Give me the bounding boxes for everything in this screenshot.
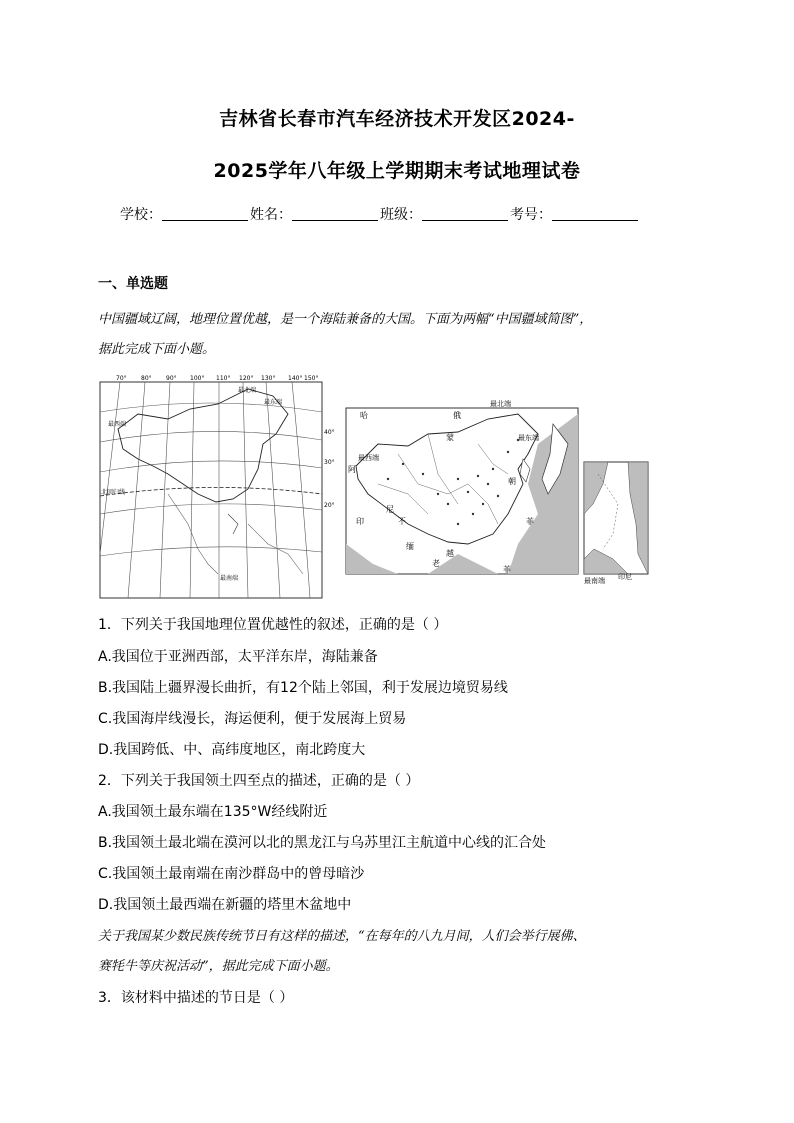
- map2-label-ni: 尼: [386, 505, 394, 514]
- map2-label-fei2: 菲: [503, 565, 511, 574]
- section-heading-single-choice: 一、单选题: [98, 276, 168, 292]
- map3-label-south: 最南端: [584, 577, 605, 585]
- exam-title-line1: 吉林省长春市汽车经济技术开发区2024-: [219, 108, 575, 130]
- intro1-line2: 据此完成下面小题。: [98, 342, 216, 357]
- q2-option-b[interactable]: B.我国领土最北端在漠河以北的黑龙江与乌苏里江主航道中心线的汇合处: [98, 835, 547, 851]
- q1-stem: 1．下列关于我国地理位置优越性的叙述，正确的是（ ）: [98, 617, 448, 633]
- number-label: 考号：: [510, 207, 552, 223]
- q1-option-c[interactable]: C.我国海岸线漫长，海运便利，便于发展海上贸易: [98, 711, 407, 727]
- map1-label-north: 最北端: [238, 387, 257, 394]
- map1-lon-130: 130°: [261, 375, 276, 382]
- q1-option-b[interactable]: B.我国陆上疆界漫长曲折，有12个陆上邻国，利于发展边境贸易线: [98, 680, 508, 696]
- intro1-line1: 中国疆域辽阔，地理位置优越，是一个海陆兼备的大国。下面为两幅“中国疆域简图”，: [98, 312, 593, 327]
- q2-option-d[interactable]: D.我国领土最西端在新疆的塔里木盆地中: [98, 897, 352, 913]
- map2-label-chao: 朝: [508, 477, 516, 486]
- school-blank[interactable]: [162, 206, 248, 221]
- map2-label-e: 俄: [453, 411, 461, 420]
- q3-stem: 3．该材料中描述的节日是（ ）: [98, 990, 294, 1006]
- map1-label-south: 最南端: [220, 575, 239, 582]
- q1-option-d[interactable]: D.我国跨低、中、高纬度地区，南北跨度大: [98, 742, 366, 758]
- map1-label-tropic: 北回归线: [101, 489, 126, 496]
- school-label: 学校：: [120, 207, 162, 223]
- q2-stem: 2．下列关于我国领土四至点的描述，正确的是（ ）: [98, 773, 420, 789]
- map2-label-bu: 不: [398, 517, 406, 526]
- name-label: 姓名：: [250, 207, 292, 223]
- map1-lon-100: 100°: [190, 375, 205, 382]
- q1-option-a[interactable]: A.我国位于亚洲西部，太平洋东岸，海陆兼备: [98, 649, 378, 665]
- map1-lon-90: 90°: [166, 375, 177, 382]
- map2-label-fei: 菲: [526, 517, 534, 526]
- map2-label-east: 最东端: [518, 434, 539, 442]
- class-blank[interactable]: [422, 206, 508, 221]
- map1-lat-30: 30°: [324, 459, 335, 466]
- number-blank[interactable]: [552, 206, 638, 221]
- map1-lon-70: 70°: [116, 375, 127, 382]
- map2-label-meng: 蒙: [446, 433, 454, 442]
- map1-graticule: [100, 375, 335, 598]
- map3-label-indo: 印尼: [618, 573, 632, 581]
- map2-label-a: 阿: [348, 465, 356, 474]
- intro2-line1: 关于我国某少数民族传统节日有这样的描述，“在每年的八九月间，人们会举行展佛、: [98, 929, 586, 944]
- map1-lon-150: 150°: [304, 375, 319, 382]
- map2-political: [346, 399, 578, 574]
- map2-label-lao: 老: [432, 559, 440, 568]
- class-label: 班级：: [380, 207, 422, 223]
- map2-label-yue: 越: [446, 549, 454, 558]
- map1-lon-120: 120°: [239, 375, 254, 382]
- q2-option-a[interactable]: A.我国领土最东端在135°W经线附近: [98, 804, 328, 820]
- map2-label-yin: 印: [356, 517, 364, 526]
- intro-paragraph-1: [98, 305, 698, 365]
- name-blank[interactable]: [292, 206, 378, 221]
- map2-label-west: 最西端: [358, 454, 379, 462]
- map1-label-west: 最西端: [108, 421, 127, 428]
- map1-lon-80: 80°: [141, 375, 152, 382]
- exam-title-line2: 2025学年八年级上学期期末考试地理试卷: [213, 160, 581, 182]
- student-info-line: [120, 204, 680, 224]
- map2-label-ha: 哈: [360, 411, 368, 420]
- q2-option-c[interactable]: C.我国领土最南端在南沙群岛中的曾母暗沙: [98, 866, 365, 882]
- china-territory-maps: [98, 374, 698, 600]
- intro2-line2: 赛牦牛等庆祝活动”，据此完成下面小题。: [98, 959, 339, 974]
- map1-lon-110: 110°: [216, 375, 231, 382]
- map3-south-china-sea-inset: [584, 462, 648, 585]
- map1-lat-40: 40°: [324, 429, 335, 436]
- map1-label-east: 最东端: [264, 399, 283, 406]
- map2-label-dian: 缅: [406, 542, 414, 551]
- map1-lat-20: 20°: [324, 502, 335, 509]
- map1-lon-140: 140°: [288, 375, 303, 382]
- map2-label-north: 最北端: [490, 400, 511, 408]
- intro-paragraph-2: [98, 922, 698, 982]
